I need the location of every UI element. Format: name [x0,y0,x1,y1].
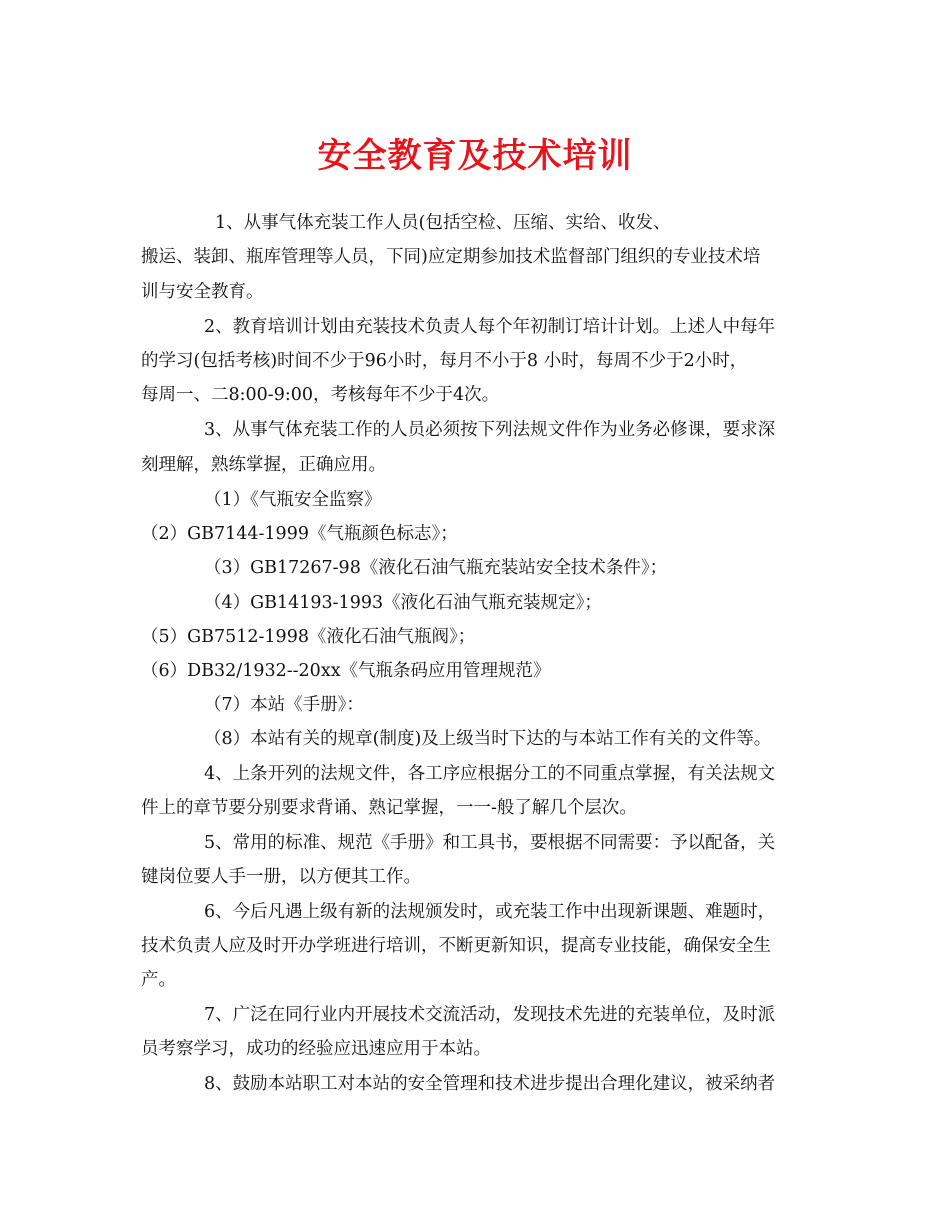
paragraph-line: 5、常用的标准、规范《手册》和工具书，要根据不同需要：予以配备，关 [204,833,776,853]
paragraph-line: 产。 [141,970,176,990]
list-item: （3）GB17267-98《液化石油气瓶充装站安全技术条件》； [204,558,668,578]
paragraph-line: 搬运、装卸、瓶库管理等人员，下同)应定期参加技术监督部门组织的专业技术培 [141,247,761,267]
paragraph-line: 3、从事气体充装工作的人员必须按下列法规文件作为业务必修课，要求深 [204,420,776,440]
list-item: （8）本站有关的规章(制度)及上级当时下达的与本站工作有关的文件等。 [204,729,772,749]
paragraph-line: 刻理解，熟练掌握，正确应用。 [141,455,386,475]
list-item: （2）GB7144-1999《气瓶颜色标志》； [141,524,458,544]
paragraph-line: 训与安全教育。 [141,282,264,302]
list-item: （5）GB7512-1998《液化石油气瓶阀》； [141,627,476,647]
paragraph-line: 件上的章节要分别要求背诵、熟记掌握，一一-般了解几个层次。 [141,798,637,818]
paragraph-line: 8、鼓励本站职工对本站的安全管理和技术进步提出合理化建议，被采纳者 [204,1074,776,1094]
page-title: 安全教育及技术培训 [317,136,633,176]
list-item: （7）本站《手册》： [204,695,364,715]
paragraph-line: 1、从事气体充装工作人员(包括空检、压缩、实给、收发、 [215,213,671,233]
paragraph-line: 7、广泛在同行业内开展技术交流活动，发现技术先进的充装单位，及时派 [204,1005,776,1025]
paragraph-line: 4、上条开列的法规文件，各工序应根据分工的不同重点掌握，有关法规文 [204,764,776,784]
list-item: （1）《气瓶安全监察》 [204,490,382,510]
paragraph-line: 员考察学习，成功的经验应迅速应用于本站。 [141,1039,491,1059]
paragraph-line: 6、今后凡遇上级有新的法规颁发时，或充装工作中出现新课题、难题时， [204,902,776,922]
paragraph-line: 2、教育培训计划由充装技术负责人每个年初制订培计计划。上述人中每年 [204,317,776,337]
paragraph-line: 技术负责人应及时开办学班进行培训，不断更新知识，提高专业技能，确保安全生 [141,936,771,956]
list-item: （6）DB32/1932--20xx《气瓶条码应用管理规范》 [141,661,551,681]
paragraph-line: 的学习(包括考核)时间不少于96小时，每月不小于8 小时，每周不少于2小时， [141,351,748,371]
paragraph-line: 每周一、二8:00-9:00，考核每年不少于4次。 [141,385,500,405]
list-item: （4）GB14193-1993《液化石油气瓶充装规定》； [204,593,602,613]
paragraph-line: 键岗位要人手一册，以方便其工作。 [141,867,421,887]
